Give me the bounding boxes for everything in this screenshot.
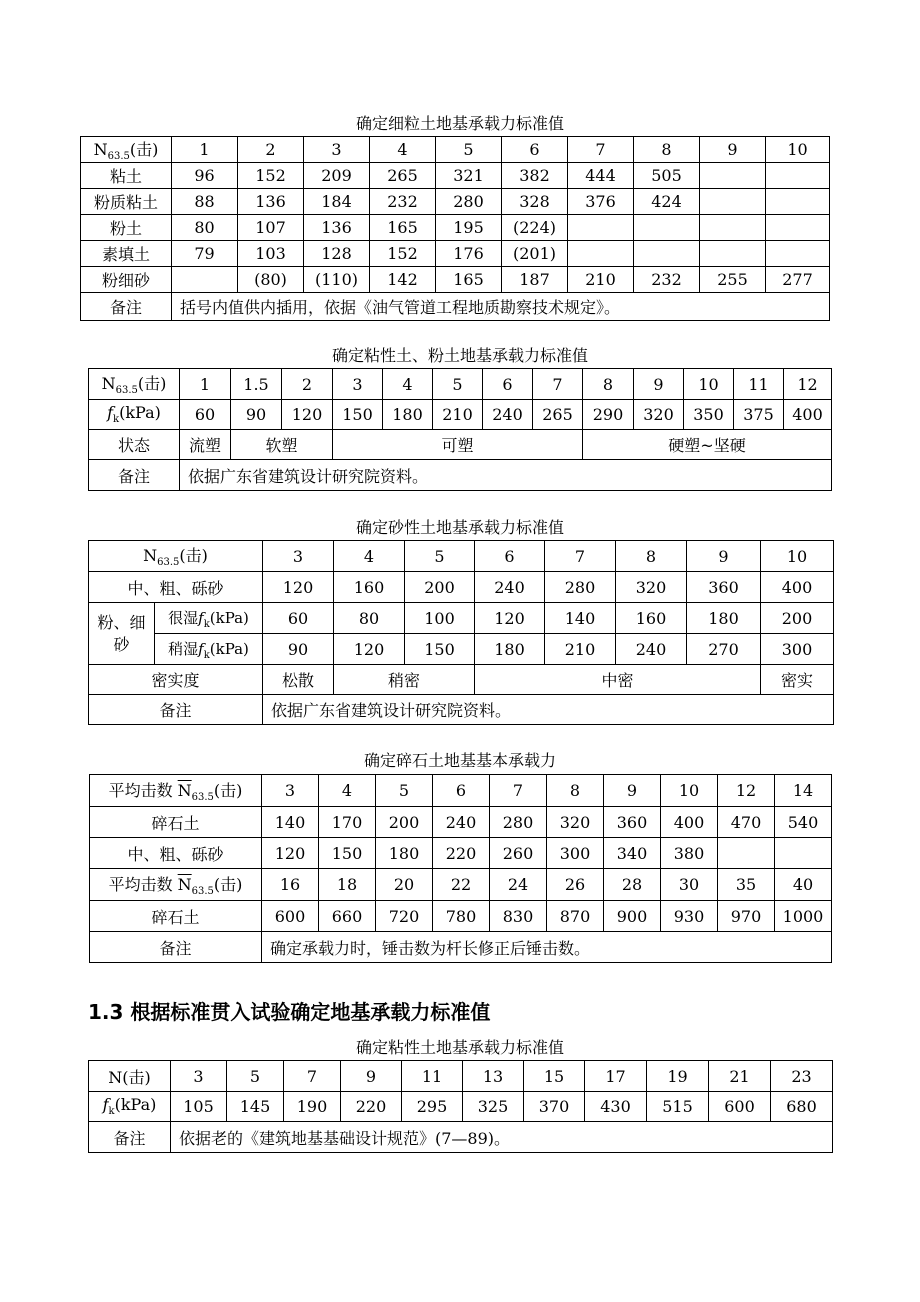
note-text: 确定承载力时，锤击数为杆长修正后锤击数。 <box>262 932 832 963</box>
header-cell: 7 <box>533 369 583 400</box>
table-cell <box>700 163 766 189</box>
table-row <box>89 541 834 572</box>
table-cell: 187 <box>502 267 568 293</box>
table-cell: 60 <box>263 603 334 634</box>
table-row <box>90 838 832 869</box>
gravel-soil-table <box>89 774 832 963</box>
table-cell: 400 <box>761 572 834 603</box>
table-cell: 80 <box>334 603 405 634</box>
table-cell: 184 <box>304 189 370 215</box>
table-row <box>89 400 832 430</box>
table-cell: 600 <box>709 1092 771 1122</box>
sandy-soil-table <box>88 540 834 725</box>
table-cell: 830 <box>490 901 547 932</box>
state-cell: 硬塑~坚硬 <box>583 430 832 460</box>
table-cell: 8 <box>547 775 604 807</box>
row-label: 状态 <box>89 430 180 460</box>
table-cell: 400 <box>784 400 832 430</box>
note-text: 依据广东省建筑设计研究院资料。 <box>263 695 834 725</box>
table-cell: 470 <box>718 807 775 838</box>
cohesive-soil-table <box>88 368 832 491</box>
table-cell: 325 <box>463 1092 524 1122</box>
table-cell: (224) <box>502 215 568 241</box>
table-cell: 35 <box>718 869 775 901</box>
header-cell: 7 <box>545 541 616 572</box>
table-cell: 105 <box>171 1092 227 1122</box>
header-cell: 10 <box>684 369 734 400</box>
header-cell: 23 <box>771 1061 833 1092</box>
header-cell: 21 <box>709 1061 771 1092</box>
header-cell: 5 <box>436 137 502 163</box>
table-cell: 140 <box>262 807 319 838</box>
table-row <box>89 603 834 634</box>
row-label: 素填土 <box>81 241 172 267</box>
header-cell: 3 <box>304 137 370 163</box>
table-cell: 900 <box>604 901 661 932</box>
table-cell: 136 <box>304 215 370 241</box>
table-row <box>89 665 834 695</box>
table-cell: 430 <box>585 1092 647 1122</box>
header-cell: 5 <box>227 1061 284 1092</box>
table-cell: 160 <box>334 572 405 603</box>
header-cell: $N_{63.5}$(击) <box>89 369 180 400</box>
table-cell: 180 <box>475 634 545 665</box>
table-cell: 540 <box>775 807 832 838</box>
header-cell: 3 <box>263 541 334 572</box>
table-cell: 780 <box>433 901 490 932</box>
table-cell: 120 <box>263 572 334 603</box>
header-cell: 12 <box>784 369 832 400</box>
table-cell: 160 <box>616 603 687 634</box>
header-cell: 13 <box>463 1061 524 1092</box>
table-cell: 190 <box>284 1092 341 1122</box>
table-row <box>89 1092 833 1122</box>
table-cell: 300 <box>761 634 834 665</box>
table-cell: 370 <box>524 1092 585 1122</box>
table-cell: 375 <box>734 400 784 430</box>
density-cell: 稍密 <box>334 665 475 695</box>
table-cell: 90 <box>263 634 334 665</box>
table-cell: 240 <box>475 572 545 603</box>
table-cell: 320 <box>616 572 687 603</box>
table-cell: (80) <box>238 267 304 293</box>
header-cell: 19 <box>647 1061 709 1092</box>
table-cell: 6 <box>433 775 490 807</box>
header-cell: 9 <box>700 137 766 163</box>
table-cell: (201) <box>502 241 568 267</box>
table-cell: 280 <box>545 572 616 603</box>
table-cell: 680 <box>771 1092 833 1122</box>
table3-caption: 确定砂性土地基承载力标准值 <box>355 518 564 537</box>
header-cell: 8 <box>634 137 700 163</box>
header-cell: 8 <box>616 541 687 572</box>
table-cell: 176 <box>436 241 502 267</box>
note-label: 备注 <box>89 460 180 491</box>
table-row <box>90 901 832 932</box>
header-cell: 1 <box>172 137 238 163</box>
table-cell <box>634 215 700 241</box>
header-cell: 8 <box>583 369 634 400</box>
table-cell: 140 <box>545 603 616 634</box>
table-cell: 120 <box>334 634 405 665</box>
table-cell <box>700 189 766 215</box>
table-row <box>81 163 830 189</box>
table-cell <box>568 241 634 267</box>
row-sublabel: 很湿$f_k(kPa)$ <box>155 603 263 634</box>
table-cell: 150 <box>405 634 475 665</box>
header-cell: 9 <box>341 1061 402 1092</box>
table-cell: 930 <box>661 901 718 932</box>
table-cell: 20 <box>376 869 433 901</box>
table-cell: 60 <box>180 400 231 430</box>
density-cell: 中密 <box>475 665 761 695</box>
table-cell: 340 <box>604 838 661 869</box>
table-cell: 320 <box>547 807 604 838</box>
table-cell: 107 <box>238 215 304 241</box>
table-cell <box>700 215 766 241</box>
table-cell: 22 <box>433 869 490 901</box>
table-cell: 280 <box>436 189 502 215</box>
density-cell: 松散 <box>263 665 334 695</box>
note-label: 备注 <box>90 932 262 963</box>
header-cell: 9 <box>687 541 761 572</box>
table-cell: 400 <box>661 807 718 838</box>
table-cell <box>766 241 830 267</box>
header-cell: 6 <box>475 541 545 572</box>
header-cell: $N_{63.5}$(击) <box>89 541 263 572</box>
table-cell: 505 <box>634 163 700 189</box>
table-cell: 232 <box>370 189 436 215</box>
header-cell: 17 <box>585 1061 647 1092</box>
table-cell <box>568 215 634 241</box>
table-cell: 180 <box>376 838 433 869</box>
table-cell: 265 <box>533 400 583 430</box>
table-cell: 424 <box>634 189 700 215</box>
table-cell: 30 <box>661 869 718 901</box>
row-label: 平均击数 $\overline{N}_{63.5}$(击) <box>90 869 262 901</box>
row-label: $f_k(kPa)$ <box>89 1092 171 1122</box>
table-cell: 870 <box>547 901 604 932</box>
header-cell: 3 <box>171 1061 227 1092</box>
header-cell: 11 <box>734 369 784 400</box>
table-cell: 150 <box>319 838 376 869</box>
table-cell: 220 <box>433 838 490 869</box>
table-row <box>81 293 830 321</box>
table-cell: 180 <box>687 603 761 634</box>
table-cell <box>766 215 830 241</box>
table-cell: 10 <box>661 775 718 807</box>
table-cell: 4 <box>319 775 376 807</box>
state-cell: 可塑 <box>333 430 583 460</box>
table-cell: 444 <box>568 163 634 189</box>
header-cell: 4 <box>383 369 433 400</box>
table-row <box>90 807 832 838</box>
table-row <box>89 572 834 603</box>
table-row <box>89 1122 833 1153</box>
table-cell: 88 <box>172 189 238 215</box>
table-cell <box>766 189 830 215</box>
table-cell: 1000 <box>775 901 832 932</box>
table-cell: 277 <box>766 267 830 293</box>
table-cell: 96 <box>172 163 238 189</box>
table-cell: 260 <box>490 838 547 869</box>
table-cell: 100 <box>405 603 475 634</box>
table-cell: 200 <box>405 572 475 603</box>
header-cell: 2 <box>238 137 304 163</box>
header-cell: 3 <box>333 369 383 400</box>
table-row <box>89 695 834 725</box>
header-cell: N(击) <box>89 1061 171 1092</box>
table-cell: 970 <box>718 901 775 932</box>
row-label: 粉、细砂 <box>89 603 155 665</box>
table-cell: 300 <box>547 838 604 869</box>
table-cell <box>766 163 830 189</box>
table-cell: 360 <box>687 572 761 603</box>
table-cell: 180 <box>383 400 433 430</box>
header-cell: 4 <box>370 137 436 163</box>
density-cell: 密实 <box>761 665 834 695</box>
header-cell: 4 <box>334 541 405 572</box>
row-label: 碎石土 <box>90 807 262 838</box>
header-cell: 5 <box>433 369 483 400</box>
table-cell: 270 <box>687 634 761 665</box>
row-sublabel: 稍湿$f_k(kPa)$ <box>155 634 263 665</box>
table-cell: 195 <box>436 215 502 241</box>
table-cell: 380 <box>661 838 718 869</box>
header-cell: 2 <box>282 369 333 400</box>
table-cell: 16 <box>262 869 319 901</box>
table-row <box>90 932 832 963</box>
table-cell: 210 <box>433 400 483 430</box>
table-row <box>81 137 830 163</box>
table-cell: (110) <box>304 267 370 293</box>
header-cell: 11 <box>402 1061 463 1092</box>
spt-cohesive-table <box>88 1060 833 1153</box>
table-cell: 3 <box>262 775 319 807</box>
row-label: 粘土 <box>81 163 172 189</box>
header-cell: 9 <box>634 369 684 400</box>
row-label: 碎石土 <box>90 901 262 932</box>
table-row <box>90 869 832 901</box>
table-cell: 290 <box>583 400 634 430</box>
table-cell: 79 <box>172 241 238 267</box>
table-cell <box>634 241 700 267</box>
table-cell: 80 <box>172 215 238 241</box>
table-cell: 232 <box>634 267 700 293</box>
table-cell: 360 <box>604 807 661 838</box>
table-cell: 295 <box>402 1092 463 1122</box>
table-cell: 209 <box>304 163 370 189</box>
row-label: $f_k(kPa)$ <box>89 400 180 430</box>
table-row <box>81 215 830 241</box>
table-row <box>89 1061 833 1092</box>
note-text: 依据老的《建筑地基基础设计规范》(7—89)。 <box>171 1122 833 1153</box>
table-cell: 320 <box>634 400 684 430</box>
table-cell: 142 <box>370 267 436 293</box>
header-cell: 1.5 <box>231 369 282 400</box>
table-row <box>89 460 832 491</box>
table-cell: 240 <box>616 634 687 665</box>
row-label: 中、粗、砾砂 <box>89 572 263 603</box>
table-cell: 12 <box>718 775 775 807</box>
table-cell: 90 <box>231 400 282 430</box>
row-label: 粉土 <box>81 215 172 241</box>
table-cell: 165 <box>436 267 502 293</box>
table-cell: 136 <box>238 189 304 215</box>
header-cell: 6 <box>483 369 533 400</box>
table-cell: 145 <box>227 1092 284 1122</box>
row-label: 中、粗、砾砂 <box>90 838 262 869</box>
table-cell: 720 <box>376 901 433 932</box>
note-label: 备注 <box>89 695 263 725</box>
table-row <box>90 775 832 807</box>
table-cell: 120 <box>475 603 545 634</box>
table-cell: 7 <box>490 775 547 807</box>
table-cell: 24 <box>490 869 547 901</box>
header-cell: 7 <box>568 137 634 163</box>
table-cell <box>700 241 766 267</box>
header-cell: 1 <box>180 369 231 400</box>
table-row <box>89 430 832 460</box>
table-cell: 170 <box>319 807 376 838</box>
table-row <box>81 241 830 267</box>
table-cell: 280 <box>490 807 547 838</box>
table-cell: 14 <box>775 775 832 807</box>
table-cell: 200 <box>761 603 834 634</box>
header-cell: 15 <box>524 1061 585 1092</box>
note-text: 依据广东省建筑设计研究院资料。 <box>180 460 832 491</box>
table-cell <box>775 838 832 869</box>
table-cell: 9 <box>604 775 661 807</box>
table-cell: 321 <box>436 163 502 189</box>
header-cell: $N_{63.5}$(击) <box>81 137 172 163</box>
table-cell: 120 <box>262 838 319 869</box>
header-cell: 5 <box>405 541 475 572</box>
table-row <box>81 189 830 215</box>
table-cell: 152 <box>238 163 304 189</box>
state-cell: 软塑 <box>231 430 333 460</box>
table-cell: 165 <box>370 215 436 241</box>
section-heading: 1.3 根据标准贯入试验确定地基承载力标准值 <box>88 1000 491 1024</box>
table-cell: 328 <box>502 189 568 215</box>
table-cell: 26 <box>547 869 604 901</box>
table5-caption: 确定粘性土地基承载力标准值 <box>355 1038 564 1057</box>
table-cell: 200 <box>376 807 433 838</box>
table-cell: 265 <box>370 163 436 189</box>
row-label: 粉质粘土 <box>81 189 172 215</box>
table-cell: 150 <box>333 400 383 430</box>
table4-caption: 确定碎石土地基基本承载力 <box>363 751 556 770</box>
table-cell: 5 <box>376 775 433 807</box>
table-cell: 128 <box>304 241 370 267</box>
table-cell <box>172 267 238 293</box>
table-cell: 660 <box>319 901 376 932</box>
table-cell: 600 <box>262 901 319 932</box>
note-label: 备注 <box>89 1122 171 1153</box>
table-row <box>81 267 830 293</box>
state-cell: 流塑 <box>180 430 231 460</box>
table-cell <box>718 838 775 869</box>
row-label: 密实度 <box>89 665 263 695</box>
table-cell: 515 <box>647 1092 709 1122</box>
note-text: 括号内值供内插用，依据《油气管道工程地质勘察技术规定》。 <box>172 293 830 321</box>
table-cell: 220 <box>341 1092 402 1122</box>
table-cell: 376 <box>568 189 634 215</box>
table1-caption: 确定细粒土地基承载力标准值 <box>355 114 564 133</box>
table-cell: 350 <box>684 400 734 430</box>
table-cell: 152 <box>370 241 436 267</box>
table-cell: 40 <box>775 869 832 901</box>
fine-soil-table <box>80 136 830 321</box>
header-cell: 10 <box>766 137 830 163</box>
header-cell: 10 <box>761 541 834 572</box>
header-cell: 7 <box>284 1061 341 1092</box>
table-cell: 210 <box>545 634 616 665</box>
table-cell: 382 <box>502 163 568 189</box>
table-cell: 240 <box>483 400 533 430</box>
table-row <box>89 369 832 400</box>
header-cell: 6 <box>502 137 568 163</box>
table-cell: 255 <box>700 267 766 293</box>
table-cell: 28 <box>604 869 661 901</box>
table-cell: 120 <box>282 400 333 430</box>
table-cell: 210 <box>568 267 634 293</box>
table-cell: 103 <box>238 241 304 267</box>
table-cell: 240 <box>433 807 490 838</box>
table-row <box>89 634 834 665</box>
note-label: 备注 <box>81 293 172 321</box>
row-label: 平均击数 $\overline{N}_{63.5}$(击) <box>90 775 262 807</box>
table-cell: 18 <box>319 869 376 901</box>
row-label: 粉细砂 <box>81 267 172 293</box>
table2-caption: 确定粘性土、粉土地基承载力标准值 <box>331 346 588 365</box>
